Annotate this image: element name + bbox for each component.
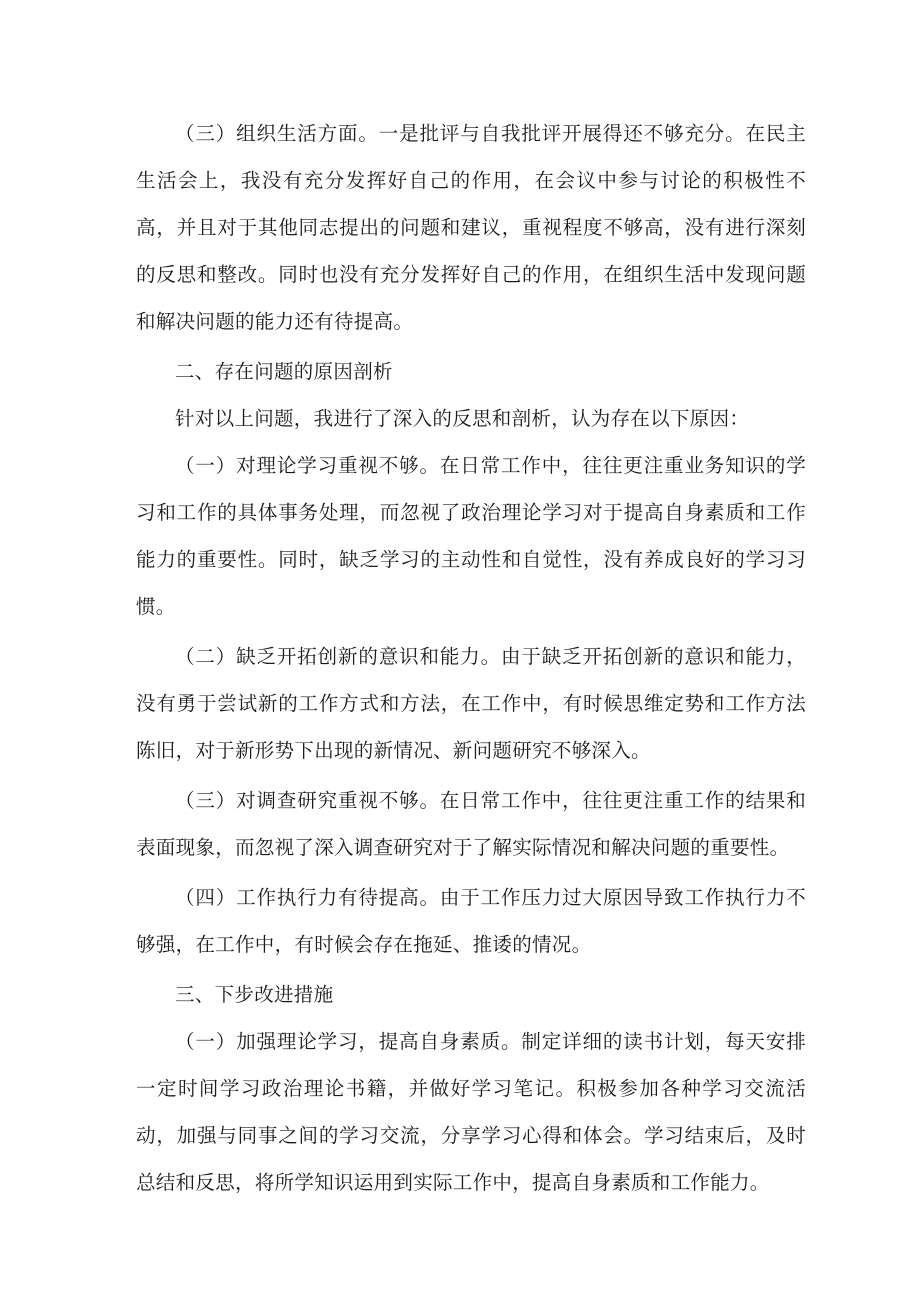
paragraph-measure-theory: （一）加强理论学习，提高自身素质。制定详细的读书计划，每天安排一定时间学习政治理论书籍，并做好学习笔记。积极参加各种学习交流活动，加强与同事之间的学习交流，分享学习心得和体会。学习结束后，及时总结和反思，将所学知识运用到实际工作中，提高自身素质和工作能力。 [136,1030,806,1194]
document-body [136,110,806,1206]
paragraph-cause-theory: （一）对理论学习重视不够。在日常工作中，往往更注重业务知识的学习和工作的具体事务处理，而忽视了政治理论学习对于提高自身素质和工作能力的重要性。同时，缺乏学习的主动性和自觉性，没有养成良好的学习习惯。 [136,454,806,618]
paragraph-cause-execution: （四）工作执行力有待提高。由于工作压力过大原因导致工作执行力不够强，在工作中，有时候会存在拖延、推诿的情况。 [136,886,806,956]
paragraph-cause-research: （三）对调查研究重视不够。在日常工作中，往往更注重工作的结果和表面现象，而忽视了深入调查研究对于了解实际情况和解决问题的重要性。 [136,789,806,859]
paragraph-org-life: （三）组织生活方面。一是批评与自我批评开展得还不够充分。在民主生活会上，我没有充分发挥好自己的作用，在会议中参与讨论的积极性不高，并且对于其他同志提出的问题和建议，重视程度不够高，没有进行深刻的反思和整改。同时也没有充分发挥好自己的作用，在组织生活中发现问题和解决问题的能力还有待提高。 [136,122,806,333]
section-heading-causes: 二、存在问题的原因剖析 [175,360,393,383]
paragraph-causes-intro: 针对以上问题，我进行了深入的反思和剖析，认为存在以下原因： [175,407,750,430]
section-heading-measures: 三、下步改进措施 [175,983,334,1006]
paragraph-cause-innovation: （二）缺乏开拓创新的意识和能力。由于缺乏开拓创新的意识和能力，没有勇于尝试新的工作方式和方法，在工作中，有时候思维定势和工作方法陈旧，对于新形势下出现的新情况、新问题研究不够深入。 [136,645,806,762]
